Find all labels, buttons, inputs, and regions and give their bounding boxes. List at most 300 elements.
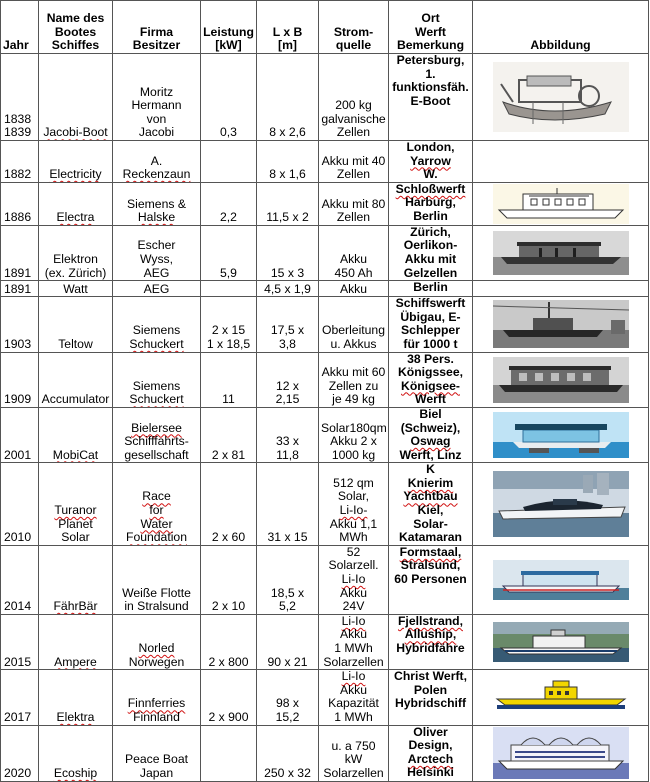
cell-line: 4,5 x 1,9 xyxy=(264,281,311,296)
spellcheck-underline: Formstaal, xyxy=(399,545,462,559)
cell-year xyxy=(1,54,39,141)
header-abbildung: Abbildung xyxy=(473,1,649,54)
cell-ort xyxy=(389,225,473,280)
cell-line xyxy=(391,615,470,629)
cell-strom xyxy=(319,141,389,183)
cell-year xyxy=(1,614,39,669)
cell-firma xyxy=(113,614,201,669)
cell-line xyxy=(41,449,110,463)
cell-lxb xyxy=(257,352,319,407)
cell-line: Akku mit 40 xyxy=(321,153,386,168)
cell-line xyxy=(115,422,198,436)
cell-line: Werft xyxy=(415,392,446,407)
cell-leistung xyxy=(201,225,257,280)
cell-name xyxy=(39,407,113,462)
cell-line: 18,5 x xyxy=(270,585,305,600)
cell-line: 2 x 81 xyxy=(211,447,246,462)
cell-line: Akku xyxy=(339,281,368,296)
cell-line: galvanische xyxy=(321,111,386,126)
cell-line: [m] xyxy=(278,38,297,53)
cell-line: 2001 xyxy=(4,447,32,462)
cell-line: funktionsfäh. xyxy=(392,80,469,95)
elektron-photo xyxy=(473,225,649,280)
cell-line: Katamaran xyxy=(399,530,462,545)
cell-line: u. a 750 kW xyxy=(331,738,376,767)
cell-line: Schifffahrts- xyxy=(124,434,189,449)
cell-line: Accumulator xyxy=(41,392,110,407)
cell-line: 60 Personen xyxy=(394,572,467,587)
cell-line: Besitzer xyxy=(132,38,181,53)
header-strom xyxy=(319,1,389,54)
cell-name xyxy=(39,670,113,725)
cell-line: (ex. Zürich) xyxy=(44,265,107,280)
cell-line: Kiel, xyxy=(417,503,444,518)
cell-leistung xyxy=(201,54,257,141)
cell-line xyxy=(391,628,470,642)
cell-line: Siemens xyxy=(132,378,181,393)
cell-leistung xyxy=(201,670,257,725)
cell-leistung xyxy=(201,407,257,462)
cell-line xyxy=(115,490,198,517)
cell-name xyxy=(39,352,113,407)
cell-name xyxy=(39,182,113,225)
spellcheck-underline: Arctech xyxy=(407,751,454,766)
table-row xyxy=(1,545,649,614)
jacobi-boat-illustration xyxy=(473,54,649,141)
spellcheck-underline: Yachtbau xyxy=(403,489,458,504)
cell-line: 33 x xyxy=(275,434,300,449)
cell-line: Wyss, xyxy=(139,251,174,266)
cell-line: Schiffswerft xyxy=(395,296,466,311)
cell-line: 11,8 xyxy=(276,447,299,462)
cell-line: Schiffes xyxy=(51,38,100,53)
cell-line: Akku mit xyxy=(404,251,457,266)
cell-line: Strom- xyxy=(333,24,374,39)
cell-lxb xyxy=(257,182,319,225)
header-firma xyxy=(113,1,201,54)
cell-strom xyxy=(319,352,389,407)
cell-line: 2,2 xyxy=(220,210,237,225)
spellcheck-underline: Jacobi-Boot xyxy=(43,125,108,140)
header-ort xyxy=(389,1,473,54)
cell-line: Name des xyxy=(46,11,105,26)
cell-ort xyxy=(389,407,473,462)
cell-line: 2010 xyxy=(4,530,32,545)
cell-line: 1 MWh xyxy=(334,709,373,724)
cell-strom xyxy=(319,225,389,280)
cell-ort xyxy=(389,725,473,781)
cell-year xyxy=(1,725,39,781)
spellcheck-underline: Knierim xyxy=(407,475,454,490)
cell-line xyxy=(41,711,110,725)
cell-line: 2014 xyxy=(4,599,32,614)
cell-line: 15 x 3 xyxy=(270,265,305,280)
spellcheck-underline: MobiCat xyxy=(52,447,99,462)
elektra-ferry-drawing xyxy=(473,670,649,725)
header-row xyxy=(1,1,649,54)
cell-line: Akku mit 60 xyxy=(321,365,386,380)
cell-firma xyxy=(113,545,201,614)
cell-name xyxy=(39,614,113,669)
cell-line xyxy=(115,531,198,545)
spellcheck-underline: Li-Io- xyxy=(339,503,368,518)
table-row xyxy=(1,670,649,725)
table-row xyxy=(1,725,649,781)
cell-line: 2 x 10 xyxy=(211,599,246,614)
table-row xyxy=(1,297,649,352)
cell-line: Escher xyxy=(137,238,176,253)
cell-strom xyxy=(319,614,389,669)
cell-line: Oliver xyxy=(413,725,448,739)
cell-line: Akku xyxy=(339,251,368,266)
table-row xyxy=(1,182,649,225)
cell-line: 17,5 x xyxy=(270,323,305,338)
cell-lxb xyxy=(257,141,319,183)
cell-line xyxy=(41,767,110,781)
cell-firma xyxy=(113,297,201,352)
spellcheck-underline: Ecoship xyxy=(53,765,98,780)
cell-lxb xyxy=(257,670,319,725)
cell-firma xyxy=(113,281,201,297)
cell-line: K Knierim xyxy=(391,463,470,490)
cell-line: Harburg, xyxy=(405,195,456,210)
spellcheck-underline: Fjellstrand, xyxy=(397,614,463,628)
cell-line: Ort xyxy=(421,11,440,26)
spellcheck-underline: Schuckert xyxy=(129,392,184,407)
empty-picture-cell xyxy=(473,141,649,183)
spellcheck-underline: Water xyxy=(140,516,173,531)
cell-line xyxy=(41,504,110,518)
cell-line: 2017 xyxy=(4,709,32,724)
cell-line: 38 Pers. xyxy=(407,352,454,366)
cell-line: Jacobi xyxy=(138,125,175,140)
cell-line: Leistung xyxy=(203,24,254,39)
cell-line: Li-Io Akku xyxy=(321,670,386,697)
table-row xyxy=(1,281,649,297)
cell-ort xyxy=(389,281,473,297)
cell-line: für 1000 t xyxy=(403,336,458,351)
cell-name xyxy=(39,463,113,546)
cell-line: 98 x xyxy=(275,696,300,711)
cell-line: Biel xyxy=(419,407,442,421)
cell-lxb xyxy=(257,725,319,781)
cell-line: 1891 xyxy=(4,281,32,296)
cell-ort xyxy=(389,670,473,725)
cell-lxb xyxy=(257,297,319,352)
cell-line: [kW] xyxy=(215,38,242,53)
cell-leistung xyxy=(201,297,257,352)
spellcheck-underline: Li-Io xyxy=(341,614,366,628)
spellcheck-underline: Ampere xyxy=(54,654,97,669)
cell-year xyxy=(1,407,39,462)
table-row xyxy=(1,141,649,183)
cell-line: AEG xyxy=(143,281,170,296)
cell-name xyxy=(39,725,113,781)
spellcheck-underline: Li-Io xyxy=(341,669,366,684)
cell-line: in Stralsund xyxy=(124,599,189,614)
cell-firma xyxy=(113,225,201,280)
cell-line: von xyxy=(146,111,167,126)
cell-line: 2 x 800 xyxy=(208,654,249,669)
cell-line: Königssee, xyxy=(397,365,464,380)
cell-lxb xyxy=(257,545,319,614)
cell-line: Teltow xyxy=(58,336,93,351)
cell-ort xyxy=(389,352,473,407)
cell-ort xyxy=(389,54,473,141)
cell-line: Firma xyxy=(139,24,174,39)
cell-line: Schlepper xyxy=(401,323,460,338)
cell-line: Siemens xyxy=(132,323,181,338)
spellcheck-underline: FährBär xyxy=(53,599,98,614)
cell-line xyxy=(115,211,198,225)
cell-line: 11 xyxy=(222,392,235,407)
cell-year xyxy=(1,352,39,407)
spellcheck-underline: Halske xyxy=(137,210,176,225)
cell-line: 5,9 xyxy=(220,265,237,280)
cell-line: Solarzellen xyxy=(323,654,384,669)
spellcheck-underline: Electricity xyxy=(49,167,102,182)
cell-strom xyxy=(319,725,389,781)
cell-line: Norwegen xyxy=(128,654,185,669)
cell-line: Bemerkung xyxy=(396,38,465,53)
cell-line: (Schweiz), xyxy=(400,420,461,435)
cell-line: 2015 xyxy=(4,654,32,669)
cell-leistung xyxy=(201,141,257,183)
cell-firma xyxy=(113,463,201,546)
cell-strom xyxy=(319,670,389,725)
cell-line: Polen xyxy=(413,682,448,697)
cell-line: Stralsund, xyxy=(400,558,461,573)
spellcheck-underline: Li-Io xyxy=(341,572,366,587)
cell-line: 2 x 60 xyxy=(211,530,246,545)
cell-line: Oerlikon- xyxy=(403,238,458,253)
cell-leistung xyxy=(201,352,257,407)
cell-strom xyxy=(319,463,389,546)
cell-firma xyxy=(113,670,201,725)
spellcheck-underline: Bielersee xyxy=(131,420,182,435)
cell-line: Christ Werft, xyxy=(394,669,467,684)
cell-line xyxy=(115,393,198,407)
cell-line: gesellschaft xyxy=(124,447,189,462)
cell-line xyxy=(391,546,470,560)
cell-line: Watt xyxy=(63,281,88,296)
cell-line xyxy=(115,338,198,352)
cell-lxb xyxy=(257,54,319,141)
cell-line: u. Akkus xyxy=(330,336,377,351)
cell-year xyxy=(1,141,39,183)
cell-line: quelle xyxy=(335,38,372,53)
cell-lxb xyxy=(257,225,319,280)
cell-line xyxy=(391,490,470,504)
spellcheck-underline: Schloßwerft xyxy=(395,182,466,196)
cell-line: 1903 xyxy=(4,336,32,351)
cell-line: 8 x 2,6 xyxy=(269,125,306,140)
cell-leistung xyxy=(201,281,257,297)
cell-line: Li-Io Akku xyxy=(321,615,386,642)
cell-line: 2 x 15 xyxy=(211,323,246,338)
table-row xyxy=(1,352,649,407)
cell-line: 24V xyxy=(342,599,365,614)
cell-line: Weiße Flotte xyxy=(122,585,191,600)
cell-strom xyxy=(319,297,389,352)
cell-line: 450 Ah xyxy=(334,265,373,280)
cell-line: Moritz xyxy=(139,84,174,99)
cell-line xyxy=(391,183,470,197)
cell-line: Japan xyxy=(139,765,174,780)
cell-firma xyxy=(113,352,201,407)
cell-line: Solar, Li-Io- xyxy=(321,490,386,517)
cell-year xyxy=(1,297,39,352)
ecoship-rendering xyxy=(473,725,649,781)
cell-leistung xyxy=(201,463,257,546)
cell-ort xyxy=(389,182,473,225)
spellcheck-underline: Schuckert xyxy=(129,336,184,351)
cell-line: Hybridschiff xyxy=(394,696,467,711)
empty-picture-cell xyxy=(473,281,649,297)
cell-line: 2 x 900 xyxy=(208,709,249,724)
spellcheck-underline: for xyxy=(149,503,164,518)
table-row xyxy=(1,225,649,280)
cell-line xyxy=(203,767,254,781)
table-row xyxy=(1,54,649,141)
cell-strom xyxy=(319,407,389,462)
cell-line: 0,3 xyxy=(220,125,237,140)
electra-drawing xyxy=(473,182,649,225)
cell-name xyxy=(39,281,113,297)
cell-line: Peace Boat xyxy=(124,752,188,767)
cell-name xyxy=(39,141,113,183)
cell-strom xyxy=(319,54,389,141)
cell-line: je 49 kg xyxy=(332,392,375,407)
spellcheck-underline: Turanor xyxy=(54,503,97,518)
cell-year xyxy=(1,670,39,725)
cell-line: Helsinki xyxy=(407,765,454,780)
spellcheck-underline: Oswag xyxy=(410,434,451,449)
spellcheck-underline: Königsee- xyxy=(401,378,460,393)
cell-line: 1882 xyxy=(4,167,32,182)
ampere-photo xyxy=(473,614,649,669)
cell-line xyxy=(391,753,470,767)
cell-line: Werft, Linz xyxy=(399,447,462,462)
cell-leistung xyxy=(201,182,257,225)
cell-line: Li-Io Akku xyxy=(321,573,386,600)
cell-line: 2,15 xyxy=(275,392,300,407)
cell-line: AEG xyxy=(143,265,170,280)
cell-line: Gelzellen xyxy=(403,265,458,280)
cell-line xyxy=(41,126,110,140)
cell-name xyxy=(39,54,113,141)
cell-firma xyxy=(113,54,201,141)
spellcheck-underline: Electra xyxy=(56,210,95,225)
spellcheck-underline: Finnferries xyxy=(127,696,186,711)
cell-line: Kapazität xyxy=(328,696,379,711)
table-row xyxy=(1,463,649,546)
cell-line: 1. xyxy=(425,66,436,81)
cell-line: MWh xyxy=(339,530,368,545)
cell-line: Übigau, E- xyxy=(400,309,461,324)
spellcheck-underline: Reckenzaun xyxy=(122,167,191,182)
cell-line xyxy=(115,168,198,182)
cell-line: 512 qm xyxy=(333,475,374,490)
cell-line xyxy=(115,642,198,656)
cell-lxb xyxy=(257,281,319,297)
cell-year xyxy=(1,545,39,614)
cell-firma xyxy=(113,182,201,225)
cell-line: Solar180qm xyxy=(321,420,387,435)
header-leistung xyxy=(201,1,257,54)
cell-year xyxy=(1,281,39,297)
cell-line: 1909 xyxy=(4,392,32,407)
cell-line: 90 x 21 xyxy=(267,654,308,669)
cell-line xyxy=(115,518,198,532)
cell-line: A. xyxy=(150,153,163,168)
cell-lxb xyxy=(257,463,319,546)
spellcheck-underline: Alluship, xyxy=(404,627,457,642)
cell-line: Solarzellen xyxy=(323,765,384,780)
cell-line: Zürich, xyxy=(410,225,451,239)
cell-ort xyxy=(389,614,473,669)
cell-line xyxy=(203,168,254,182)
turanor-photo xyxy=(473,463,649,546)
cell-line: Akku 2 x xyxy=(330,434,377,449)
cell-line: 200 kg xyxy=(335,98,372,113)
spellcheck-underline: Foundation xyxy=(126,530,187,545)
cell-line: Planet xyxy=(58,516,93,531)
cell-line: Berlin xyxy=(413,208,448,223)
cell-line: Solar- xyxy=(413,516,448,531)
mobicat-photo xyxy=(473,407,649,462)
cell-line: Zellen xyxy=(336,210,371,225)
table-body xyxy=(1,54,649,782)
header-jahr: Jahr xyxy=(1,1,39,54)
cell-name xyxy=(39,225,113,280)
cell-line: 250 x 32 xyxy=(264,765,311,780)
cell-line: Oberleitung xyxy=(321,323,385,338)
cell-line: 1 x 18,5 xyxy=(206,336,251,351)
cell-lxb xyxy=(257,614,319,669)
cell-line: 12 x xyxy=(275,378,300,393)
cell-year xyxy=(1,182,39,225)
cell-line: Petersburg, xyxy=(396,53,465,67)
cell-name xyxy=(39,545,113,614)
cell-line xyxy=(203,283,254,297)
cell-line: 1839 xyxy=(4,125,32,140)
cell-line: 8 x 1,6 xyxy=(269,167,306,182)
faehrbaer-photo xyxy=(473,545,649,614)
cell-line: Akku 1,1 xyxy=(329,516,378,531)
cell-line: Zellen xyxy=(336,125,371,140)
cell-line: 1 MWh xyxy=(334,641,373,655)
cell-line: Zellen xyxy=(336,167,371,182)
teltow-photo xyxy=(473,297,649,352)
table-row xyxy=(1,407,649,462)
cell-strom xyxy=(319,281,389,297)
cell-line: Berlin xyxy=(413,280,448,295)
spellcheck-underline: Race xyxy=(142,489,171,504)
spellcheck-underline: Norled xyxy=(138,641,175,655)
header-lxb xyxy=(257,1,319,54)
cell-line: 1891 xyxy=(4,265,32,280)
cell-line: 3,8 xyxy=(279,336,296,351)
cell-strom xyxy=(319,182,389,225)
cell-line: Zellen zu xyxy=(328,378,379,393)
cell-lxb xyxy=(257,407,319,462)
cell-line: 31 x 15 xyxy=(267,530,308,545)
cell-line: 1000 kg xyxy=(331,447,376,462)
cell-line: E-Boot xyxy=(410,93,451,108)
spellcheck-underline: Yarrow xyxy=(410,153,451,168)
table-row xyxy=(1,614,649,669)
